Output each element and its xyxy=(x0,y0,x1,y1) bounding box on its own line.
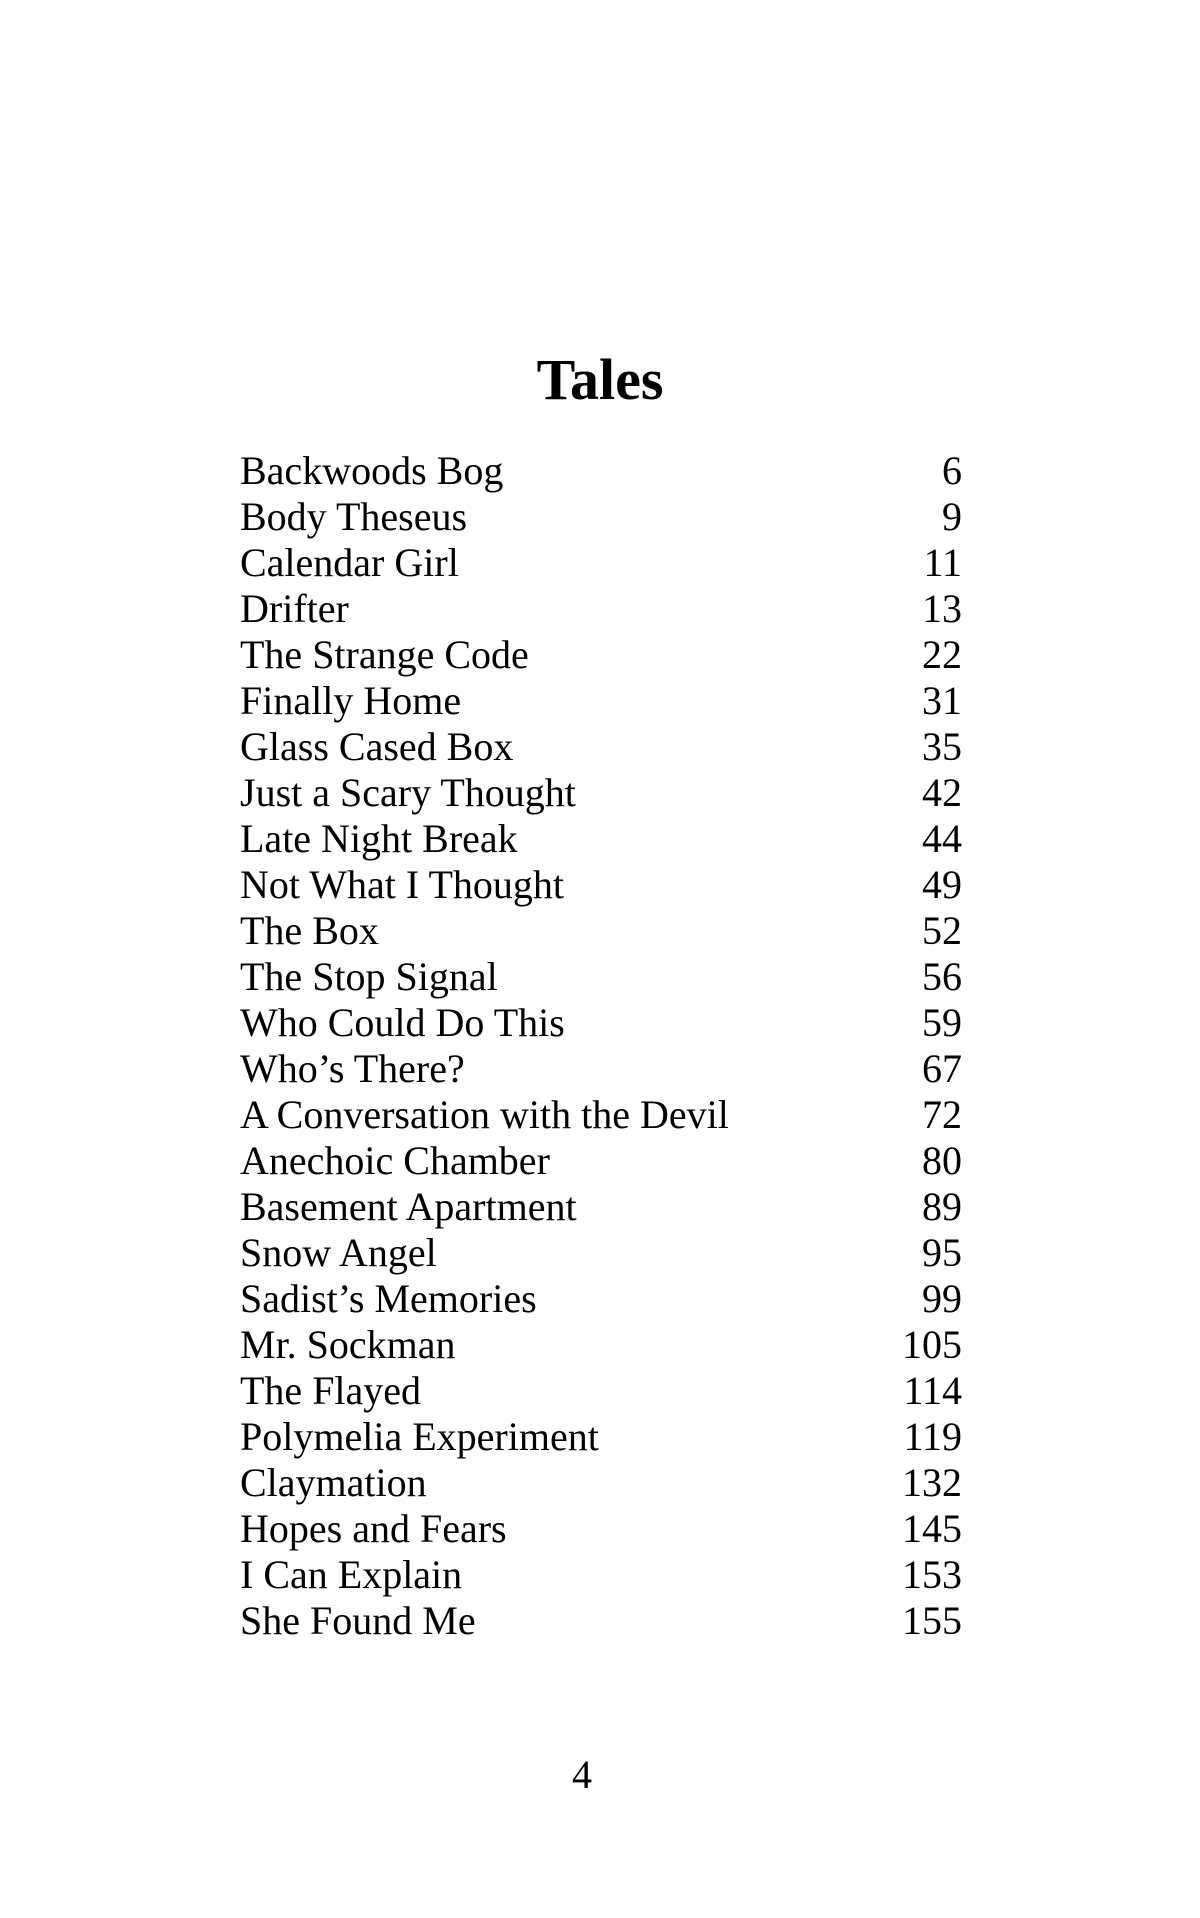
toc-entry xyxy=(240,1368,962,1414)
toc-entry-page: 105 xyxy=(902,1322,962,1367)
toc-entry-page: 22 xyxy=(922,632,962,677)
toc-entry xyxy=(240,678,962,724)
toc-entry-page: 52 xyxy=(922,908,962,953)
toc-entry-page: 145 xyxy=(902,1506,962,1551)
toc-entry xyxy=(240,908,962,954)
toc-entry-title: The Box xyxy=(240,908,379,953)
toc-entry xyxy=(240,494,962,540)
toc-entry-title: Sadist’s Memories xyxy=(240,1276,537,1321)
toc-entry-page: 119 xyxy=(903,1414,962,1459)
toc-entry xyxy=(240,448,962,494)
toc-entry xyxy=(240,724,962,770)
toc-entry xyxy=(240,1506,962,1552)
toc-entry xyxy=(240,1598,962,1644)
toc-entry xyxy=(240,1552,962,1598)
toc-entry-title: Hopes and Fears xyxy=(240,1506,507,1551)
toc-entry-title: Who Could Do This xyxy=(240,1000,565,1045)
toc-entry-title: Late Night Break xyxy=(240,816,518,861)
toc-entry-page: 11 xyxy=(923,540,962,585)
toc-entry-page: 49 xyxy=(922,862,962,907)
toc-entry xyxy=(240,816,962,862)
toc-entry xyxy=(240,1092,962,1138)
toc-entry-title: She Found Me xyxy=(240,1598,476,1643)
toc-entry-page: 89 xyxy=(922,1184,962,1229)
toc-entry xyxy=(240,1230,962,1276)
toc-entry-title: Backwoods Bog xyxy=(240,448,504,493)
toc-entry-page: 72 xyxy=(922,1092,962,1137)
toc-entry-page: 80 xyxy=(922,1138,962,1183)
toc-entry-title: Claymation xyxy=(240,1460,427,1505)
toc-entry-page: 56 xyxy=(922,954,962,999)
toc-entry xyxy=(240,770,962,816)
toc-entry xyxy=(240,1414,962,1460)
toc-entry-page: 99 xyxy=(922,1276,962,1321)
toc-entry-title: Anechoic Chamber xyxy=(240,1138,550,1183)
toc-entry-page: 67 xyxy=(922,1046,962,1091)
toc-entry-page: 114 xyxy=(903,1368,962,1413)
toc-entry-title: Mr. Sockman xyxy=(240,1322,456,1367)
toc-entry-title: The Strange Code xyxy=(240,632,529,677)
toc-entry xyxy=(240,1184,962,1230)
toc-entry-title: Drifter xyxy=(240,586,349,631)
toc-entry-title: Glass Cased Box xyxy=(240,724,514,769)
toc-entry xyxy=(240,1276,962,1322)
toc-entry xyxy=(240,632,962,678)
toc-entry-title: Calendar Girl xyxy=(240,540,459,585)
toc-entry-title: The Flayed xyxy=(240,1368,422,1413)
toc-entry-title: The Stop Signal xyxy=(240,954,498,999)
toc-entry-title: Not What I Thought xyxy=(240,862,565,907)
toc-entry-page: 6 xyxy=(942,448,962,493)
page-number: 4 xyxy=(572,1752,592,1797)
toc-entry-title: Polymelia Experiment xyxy=(240,1414,599,1459)
toc-entry xyxy=(240,1046,962,1092)
toc-entry xyxy=(240,862,962,908)
toc-entry-title: Finally Home xyxy=(240,678,462,723)
toc-entry-page: 44 xyxy=(922,816,962,861)
toc-entry-page: 153 xyxy=(902,1552,962,1597)
toc-entry-page: 155 xyxy=(902,1598,962,1643)
table-of-contents xyxy=(240,448,962,1644)
toc-entry xyxy=(240,540,962,586)
toc-entry-page: 42 xyxy=(922,770,962,815)
toc-entry-page: 59 xyxy=(922,1000,962,1045)
toc-entry-page: 13 xyxy=(922,586,962,631)
toc-entry-title: A Conversation with the Devil xyxy=(240,1092,729,1137)
toc-entry-title: Just a Scary Thought xyxy=(240,770,576,815)
toc-entry-page: 95 xyxy=(922,1230,962,1275)
toc-entry-page: 132 xyxy=(902,1460,962,1505)
toc-entry-page: 35 xyxy=(922,724,962,769)
toc-entry xyxy=(240,1322,962,1368)
toc-entry-title: I Can Explain xyxy=(240,1552,463,1597)
toc-entry-title: Snow Angel xyxy=(240,1230,437,1275)
toc-entry xyxy=(240,586,962,632)
toc-entry-page: 9 xyxy=(942,494,962,539)
toc-entry-title: Body Theseus xyxy=(240,494,468,539)
toc-entry xyxy=(240,1460,962,1506)
toc-entry-page: 31 xyxy=(922,678,962,723)
page-title: Tales xyxy=(536,346,664,412)
toc-entry xyxy=(240,1138,962,1184)
toc-entry xyxy=(240,1000,962,1046)
toc-entry-title: Who’s There? xyxy=(240,1046,465,1091)
toc-entry-title: Basement Apartment xyxy=(240,1184,577,1229)
toc-entry xyxy=(240,954,962,1000)
